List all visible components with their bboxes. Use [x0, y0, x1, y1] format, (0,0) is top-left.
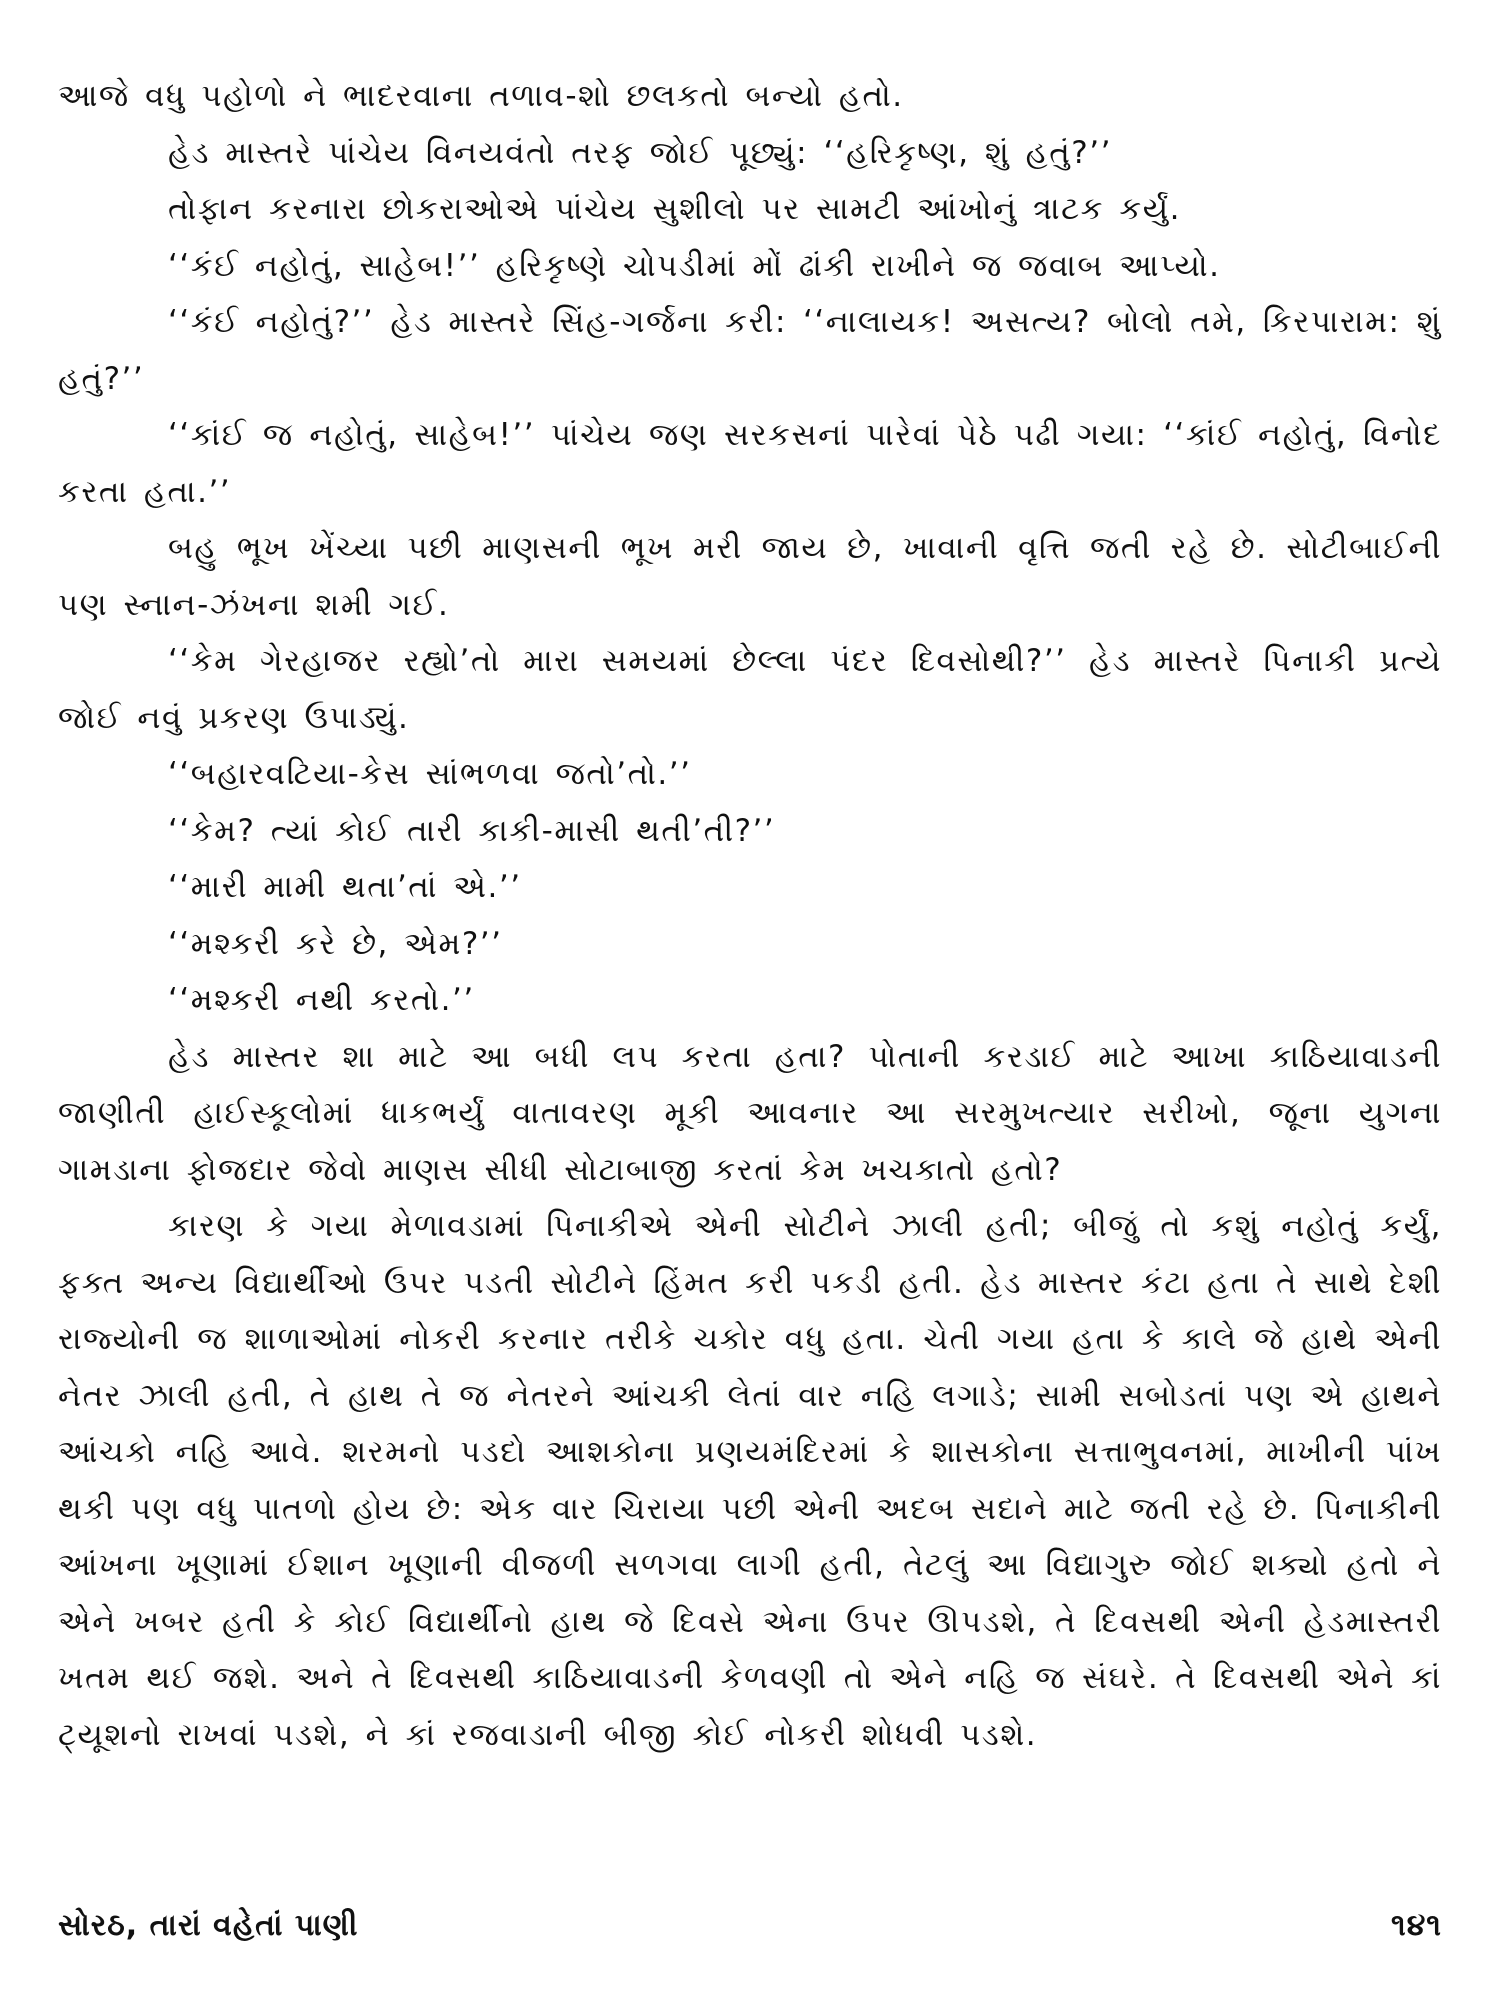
paragraph: હેડ માસ્તરે પાંચેય વિનયવંતો તરફ જોઈ પૂછ્યું: ‘‘હરિકૃષ્ણ, શું હતું?’’ — [168, 134, 1112, 171]
running-title: સોરઠ, તારાં વહેતાં પાણી — [58, 1907, 359, 1943]
paragraph: ‘‘કાંઈ જ નહોતું, સાહેબ!’’ પાંચેય જણ સરકસનાં પારેવાં પેઠે પઢી ગયા: ‘‘કાંઈ નહોતું, વિનોદ કરતા હતા.’’ — [58, 417, 1442, 510]
paragraph: ‘‘મશ્કરી કરે છે, એમ?’’ — [168, 925, 503, 962]
paragraph: કારણ કે ગયા મેળાવડામાં પિનાકીએ એની સોટીને ઝાલી હતી; બીજું તો કશું નહોતું કર્યું, ફક્ત અન્ય વિદ્યાર્થીઓ ઉપર પડતી સોટીને હિંમત કરી પકડી હતી. હેડ માસ્તર કંટા હતા તે સાથે દેશી રાજ્યોની જ શાળાઓમાં નોકરી કરનાર તરીકે ચકોર વધુ હતા. ચેતી ગયા હતા કે કાલે જે હાથે એની નેતર ઝાલી હતી, તે હાથ તે જ નેતરને આંચકી લેતાં વાર નહિ લગાડે; સામી સબોડતાં પણ એ હાથને આંચકો નહિ આવે. શરમનો પડદો આશકોના પ્રણયમંદિરમાં કે શાસકોના સત્તાભુવનમાં, માખીની પાંખ થકી પણ વધુ પાતળો હોય છે: એક વાર ચિરાયા પછી એની અદબ સદાને માટે જતી રહે છે. પિનાકીની આંખના ખૂણામાં ઈશાન ખૂણાની વીજળી સળગવા લાગી હતી, તેટલું આ વિદ્યાગુરુ જોઈ શક્યો હતો ને એને ખબર હતી કે કોઈ વિદ્યાર્થીનો હાથ જે દિવસે એના ઉપર ઊપડશે, તે દિવસથી એની હેડમાસ્તરી ખતમ થઈ જશે. અને તે દિવસથી કાઠિયાવાડની કેળવણી તો એને નહિ જ સંઘરે. તે દિવસથી એને કાં ટ્યૂશનો રાખવાં પડશે, ને કાં રજવાડાની બીજી કોઈ નોકરી શોધવી પડશે. — [58, 1208, 1442, 1753]
paragraph: હેડ માસ્તર શા માટે આ બધી લપ કરતા હતા? પોતાની કરડાઈ માટે આખા કાઠિયાવાડની જાણીતી હાઈસ્કૂલોમાં ધાકભર્યું વાતાવરણ મૂકી આવનાર આ સરમુખત્યાર સરીખો, જૂના યુગના ગામડાના ફોજદાર જેવો માણસ સીધી સોટાબાજી કરતાં કેમ ખચકાતો હતો? — [58, 1038, 1442, 1188]
paragraph: તોફાન કરનારા છોકરાઓએ પાંચેય સુશીલો પર સામટી આંખોનું ત્રાટક કર્યું. — [168, 191, 1181, 227]
paragraph: ‘‘મારી મામી થતા’તાં એ.’’ — [168, 869, 522, 905]
paragraph: ‘‘બહારવટિયા-કેસ સાંભળવા જતો’તો.’’ — [168, 756, 692, 792]
paragraph: ‘‘કેમ ગેરહાજર રહ્યો’તો મારા સમયમાં છેલ્લા પંદર દિવસોથી?’’ હેડ માસ્તરે પિનાકી પ્રત્યે જોઈ નવું પ્રકરણ ઉપાડ્યું. — [58, 643, 1442, 736]
paragraph: ‘‘કંઈ નહોતું, સાહેબ!’’ હરિકૃષ્ણે ચોપડીમાં મોં ઢાંકી રાખીને જ જવાબ આપ્યો. — [168, 247, 1221, 284]
paragraph: આજે વધુ પહોળો ને ભાદરવાના તળાવ-શો છલકતો બન્યો હતો. — [58, 78, 904, 114]
paragraph: ‘‘મશ્કરી નથી કરતો.’’ — [168, 982, 475, 1018]
paragraph: ‘‘કેમ? ત્યાં કોઈ તારી કાકી-માસી થતી’તી?’’ — [168, 812, 776, 849]
body-text — [58, 68, 1442, 1763]
page-number: ૧૪૧ — [1391, 1907, 1442, 1943]
paragraph: ‘‘કંઈ નહોતું?’’ હેડ માસ્તરે સિંહ-ગર્જના કરી: ‘‘નાલાયક! અસત્ય? બોલો તમે, કિરપારામ: શું હતું?’’ — [58, 304, 1442, 397]
page-footer — [58, 1905, 1442, 1945]
paragraph: બહુ ભૂખ ખેંચ્યા પછી માણસની ભૂખ મરી જાય છે, ખાવાની વૃત્તિ જતી રહે છે. સોટીબાઈની પણ સ્નાન-ઝંખના શમી ગઈ. — [58, 530, 1442, 623]
